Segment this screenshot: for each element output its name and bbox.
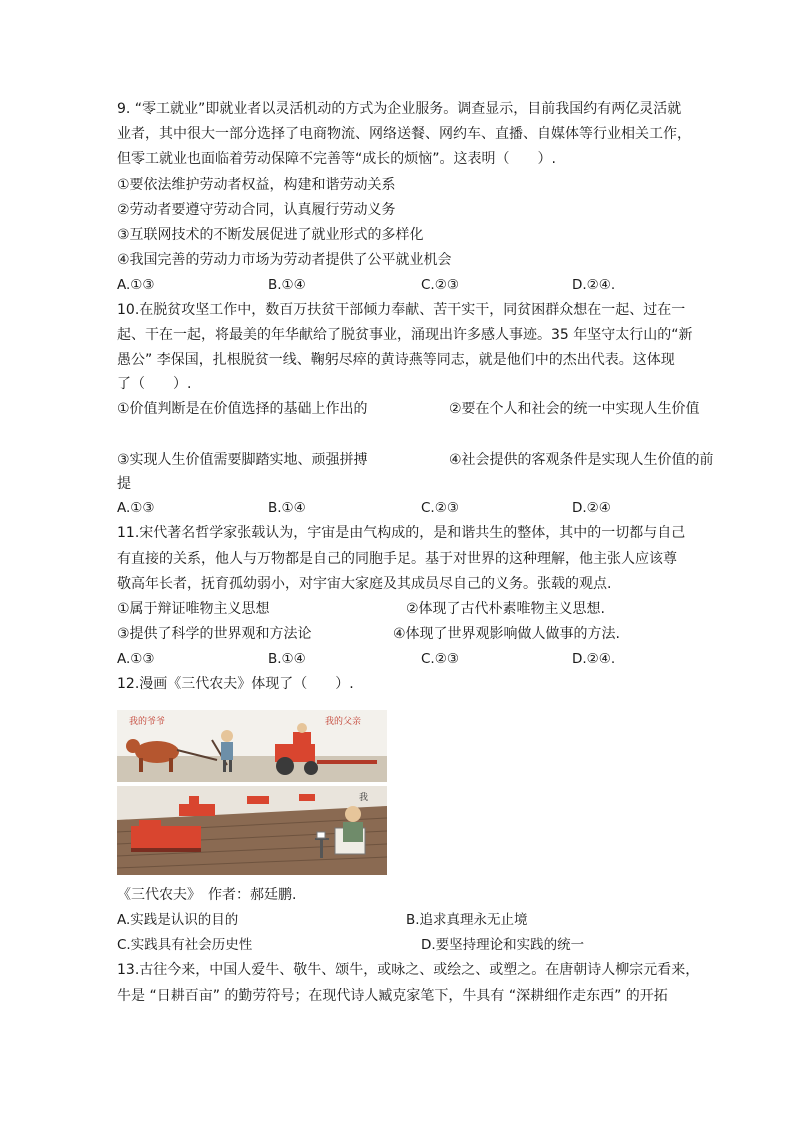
- q12-choice-b[interactable]: B.追求真理永无止境: [406, 912, 528, 928]
- q9-item-1: ①要依法维护劳动者权益，构建和谐劳动关系: [117, 177, 396, 193]
- q12-choice-c[interactable]: C.实践具有社会历史性: [117, 937, 253, 953]
- q9-choice-b[interactable]: B.①④: [268, 277, 306, 293]
- q9-choice-d[interactable]: D.②④.: [572, 277, 616, 293]
- q10-item-2: ②要在个人和社会的统一中实现人生价值: [449, 401, 700, 417]
- q12-caption: 《三代农夫》 作者：郝廷鹏.: [117, 887, 297, 903]
- q9-item-3: ③互联网技术的不断发展促进了就业形式的多样化: [117, 227, 424, 243]
- q10-stem-line-1: 10.在脱贫攻坚工作中，数百万扶贫干部倾力奉献、苦干实干，同贫困群众想在一起、过在一: [117, 302, 686, 318]
- q11-item-1: ①属于辩证唯物主义思想: [117, 601, 270, 617]
- q10-choice-b[interactable]: B.①④: [268, 500, 306, 516]
- q11-choice-a[interactable]: A.①③: [117, 651, 155, 667]
- q12-stem: 12.漫画《三代农夫》体现了（ ）.: [117, 676, 354, 692]
- q9-item-4: ④我国完善的劳动力市场为劳动者提供了公平就业机会: [117, 252, 452, 268]
- q10-item-3: ③实现人生价值需要脚踏实地、顽强拼搏: [117, 452, 368, 468]
- q9-stem-line-3: 但零工就业也面临着劳动保障不完善等“成长的烦恼”。这表明（ ）.: [117, 151, 556, 167]
- q11-item-2: ②体现了古代朴素唯物主义思想.: [406, 601, 606, 617]
- q11-item-3: ③提供了科学的世界观和方法论: [117, 626, 312, 642]
- q13-stem-line-1: 13.古往今来，中国人爱牛、敬牛、颂牛，或咏之、或绘之、或塑之。在唐朝诗人柳宗元看来，: [117, 962, 700, 978]
- comic-illustration: [117, 710, 387, 875]
- q11-choice-d[interactable]: D.②④.: [572, 651, 616, 667]
- q11-item-4: ④体现了世界观影响做人做事的方法.: [393, 626, 621, 642]
- q10-item-4-cont: 提: [117, 476, 131, 492]
- q10-choice-c[interactable]: C.②③: [421, 500, 459, 516]
- comic-label-grandpa: 我的爷爷: [129, 717, 166, 727]
- q12-choice-d[interactable]: D.要坚持理论和实践的统一: [421, 937, 585, 953]
- q11-choice-b[interactable]: B.①④: [268, 651, 306, 667]
- comic-label-father: 我的父亲: [325, 717, 362, 727]
- q11-stem-line-3: 敬高年长者，抚育孤幼弱小，对宇宙大家庭及其成员尽自己的义务。张载的观点.: [117, 576, 612, 592]
- comic-three-generations-farmers: [117, 710, 387, 875]
- q10-stem-line-3: 愚公” 李保国，扎根脱贫一线、鞠躬尽瘁的黄诗燕等同志，就是他们中的杰出代表。这体现: [117, 352, 675, 368]
- q10-stem-line-4: 了（ ）.: [117, 376, 192, 392]
- q10-item-4: ④社会提供的客观条件是实现人生价值的前: [449, 452, 714, 468]
- q11-stem-line-2: 有直接的关系，他人与万物都是自己的同胞手足。基于对世界的这种理解，他主张人应该尊: [117, 551, 677, 567]
- q10-choice-a[interactable]: A.①③: [117, 500, 155, 516]
- q13-stem-line-2: 牛是 “日耕百亩” 的勤劳符号；在现代诗人臧克家笔下，牛具有 “深耕细作走东西” 的开拓: [117, 988, 668, 1004]
- q9-item-2: ②劳动者要遵守劳动合同，认真履行劳动义务: [117, 202, 396, 218]
- comic-label-me: 我: [359, 793, 369, 803]
- q9-stem-line-1: 9. “零工就业”即就业者以灵活机动的方式为企业服务。调查显示，目前我国约有两亿灵活就: [117, 101, 682, 117]
- q9-choice-a[interactable]: A.①③: [117, 277, 155, 293]
- q11-choice-c[interactable]: C.②③: [421, 651, 459, 667]
- q10-stem-line-2: 起、干在一起，将最美的年华献给了脱贫事业，涌现出许多感人事迹。35 年坚守太行山的“新: [117, 327, 693, 343]
- q9-stem-line-2: 业者，其中很大一部分选择了电商物流、网络送餐、网约车、直播、自媒体等行业相关工作，: [117, 126, 691, 142]
- q9-choice-c[interactable]: C.②③: [421, 277, 459, 293]
- q11-stem-line-1: 11.宋代著名哲学家张载认为，宇宙是由气构成的，是和谐共生的整体，其中的一切都与自己: [117, 525, 686, 541]
- q12-choice-a[interactable]: A.实践是认识的目的: [117, 912, 239, 928]
- q10-item-1: ①价值判断是在价值选择的基础上作出的: [117, 401, 368, 417]
- q10-choice-d[interactable]: D.②④: [572, 500, 611, 516]
